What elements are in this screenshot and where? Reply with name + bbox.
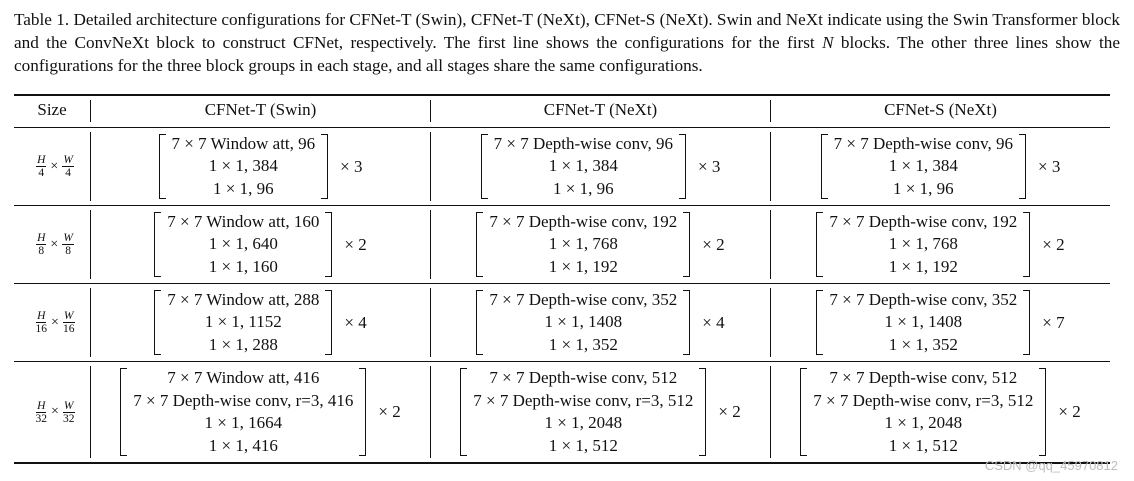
config-line: 1 × 1, 384 [548,156,618,176]
table-caption [14,8,1120,77]
config-lines [489,289,677,357]
config-line: 1 × 1, 2048 [544,413,623,432]
repeat-multiplier: × 2 [1042,234,1065,254]
config-line: 1 × 1, 192 [548,256,618,276]
repeat-multiplier: × 3 [698,156,721,176]
right-bracket [321,134,328,199]
repeat-multiplier: × 2 [702,234,725,254]
width-fraction: $\frac{W}{8}$ [63,232,73,257]
caption-variable: N [822,33,834,52]
size-cell [20,362,90,462]
repeat-multiplier: × 2 [378,402,401,421]
config-line: 1 × 1, 96 [213,178,274,198]
height-fraction: $\frac{H}{16}$ [35,310,47,335]
times-sign: × [50,236,59,252]
width-fraction: $\frac{W}{4}$ [63,154,73,179]
header-cfnet-t-swin: CFNet-T (Swin) [204,100,317,119]
config-line: 7 × 7 Depth-wise conv, 192 [489,211,678,231]
config-line: 1 × 1, 160 [208,256,278,276]
config-lines [167,211,319,279]
left-bracket [821,134,828,199]
right-bracket [683,212,690,277]
left-bracket [816,290,823,355]
config-line: 1 × 1, 352 [888,334,958,354]
config-line: 1 × 1, 288 [208,334,278,354]
right-bracket [359,368,366,456]
left-bracket [120,368,127,456]
right-bracket [1023,290,1030,355]
config-cell [431,128,770,205]
repeat-multiplier: × 2 [344,234,367,254]
config-lines [494,133,673,201]
height-fraction: $\frac{H}{32}$ [35,399,47,425]
size-cell [20,128,90,205]
repeat-multiplier: × 3 [340,156,363,176]
config-line: 1 × 1, 416 [208,435,278,455]
top-rule [14,94,1110,96]
header-size: Size [37,100,67,119]
config-lines [834,133,1013,201]
watermark: CSDN @qq_45970812 [984,458,1118,473]
right-bracket [683,290,690,355]
header-cfnet-s-next: CFNet-S (NeXt) [884,100,997,119]
width-fraction: $\frac{W}{16}$ [62,310,75,335]
config-lines [489,211,677,279]
config-line: 7 × 7 Window att, 416 [167,368,320,387]
config-lines [172,133,316,201]
config-lines [829,289,1017,357]
left-bracket [800,368,807,456]
config-line: 1 × 1, 512 [888,435,958,455]
config-cell [771,206,1110,283]
config-line: 1 × 1, 384 [888,156,958,176]
right-bracket [1039,368,1046,456]
config-cell [431,284,770,361]
config-line: 7 × 7 Window att, 96 [171,133,316,153]
config-line: 1 × 1, 640 [208,234,278,254]
left-bracket [159,134,166,199]
left-bracket [816,212,823,277]
config-lines [829,211,1017,279]
config-line: 7 × 7 Depth-wise conv, 352 [489,289,678,309]
config-line: 7 × 7 Window att, 288 [167,289,320,309]
config-cell [431,362,770,462]
config-line: 1 × 1, 1664 [204,413,283,432]
right-bracket [699,368,706,456]
config-line: 7 × 7 Depth-wise conv, 352 [829,289,1018,309]
config-line: 1 × 1, 192 [888,256,958,276]
config-cell [91,206,430,283]
config-line: 7 × 7 Window att, 160 [167,211,320,231]
config-line: 1 × 1, 2048 [884,413,963,432]
repeat-multiplier: × 3 [1038,156,1061,176]
config-line: 7 × 7 Depth-wise conv, 192 [829,211,1018,231]
config-line: 7 × 7 Depth-wise conv, r=3, 512 [473,390,694,410]
config-lines [133,367,353,457]
config-line: 1 × 1, 512 [548,435,618,455]
config-line: 1 × 1, 768 [888,234,958,254]
config-lines [473,367,693,457]
height-fraction: $\frac{H}{4}$ [37,154,46,179]
config-line: 1 × 1, 352 [548,334,618,354]
bottom-rule [14,462,1110,464]
right-bracket [1019,134,1026,199]
header-cfnet-t-next: CFNet-T (NeXt) [543,100,658,119]
config-cell [91,362,430,462]
config-line: 7 × 7 Depth-wise conv, r=3, 416 [133,390,354,410]
left-bracket [481,134,488,199]
repeat-multiplier: × 4 [702,312,725,332]
config-line: 1 × 1, 96 [893,178,954,198]
times-sign: × [51,314,59,330]
config-line: 1 × 1, 768 [548,234,618,254]
height-fraction: $\frac{H}{8}$ [37,232,46,257]
left-bracket [476,212,483,277]
config-lines [813,367,1033,457]
times-sign: × [50,158,59,174]
config-cell [431,206,770,283]
times-sign: × [51,404,59,419]
config-line: 1 × 1, 1408 [884,312,963,332]
config-lines [167,289,319,357]
config-cell [91,284,430,361]
width-fraction: $\frac{W}{32}$ [62,399,75,425]
repeat-multiplier: × 2 [718,402,741,421]
right-bracket [325,290,332,355]
right-bracket [325,212,332,277]
right-bracket [1023,212,1030,277]
right-bracket [679,134,686,199]
config-line: 1 × 1, 1152 [204,312,282,332]
config-cell [771,362,1110,462]
left-bracket [154,290,161,355]
config-line: 1 × 1, 1408 [544,312,623,332]
config-cell [771,128,1110,205]
config-line: 1 × 1, 96 [553,178,614,198]
config-line: 1 × 1, 384 [208,156,278,176]
config-line: 7 × 7 Depth-wise conv, r=3, 512 [813,390,1034,410]
size-cell [20,284,90,361]
caption-text-end: blocks. The other three lines show the configurations for the three block groups in each stage, and all stages share the same configurations. [14,33,1121,75]
config-line: 7 × 7 Depth-wise conv, 96 [833,133,1014,153]
repeat-multiplier: × 2 [1058,402,1081,421]
size-cell [20,206,90,283]
left-bracket [154,212,161,277]
repeat-multiplier: × 4 [344,312,367,332]
config-line: 7 × 7 Depth-wise conv, 512 [829,368,1018,387]
left-bracket [476,290,483,355]
left-bracket [460,368,467,456]
config-cell [91,128,430,205]
caption-text: Detailed architecture configurations for CFNet-T (Swin), CFNet-T (NeXt), CFNet-S (NeXt). Swin and NeXt indicate using the Swin Transformer block and the ConvNeXt block to construct CFNet, respectively. The first line shows the configurations for the first [14,10,1121,52]
config-line: 7 × 7 Depth-wise conv, 96 [493,133,674,153]
repeat-multiplier: × 7 [1042,312,1065,332]
config-cell [771,284,1110,361]
config-line: 7 × 7 Depth-wise conv, 512 [489,368,678,387]
caption-label: Table 1. [14,10,70,29]
